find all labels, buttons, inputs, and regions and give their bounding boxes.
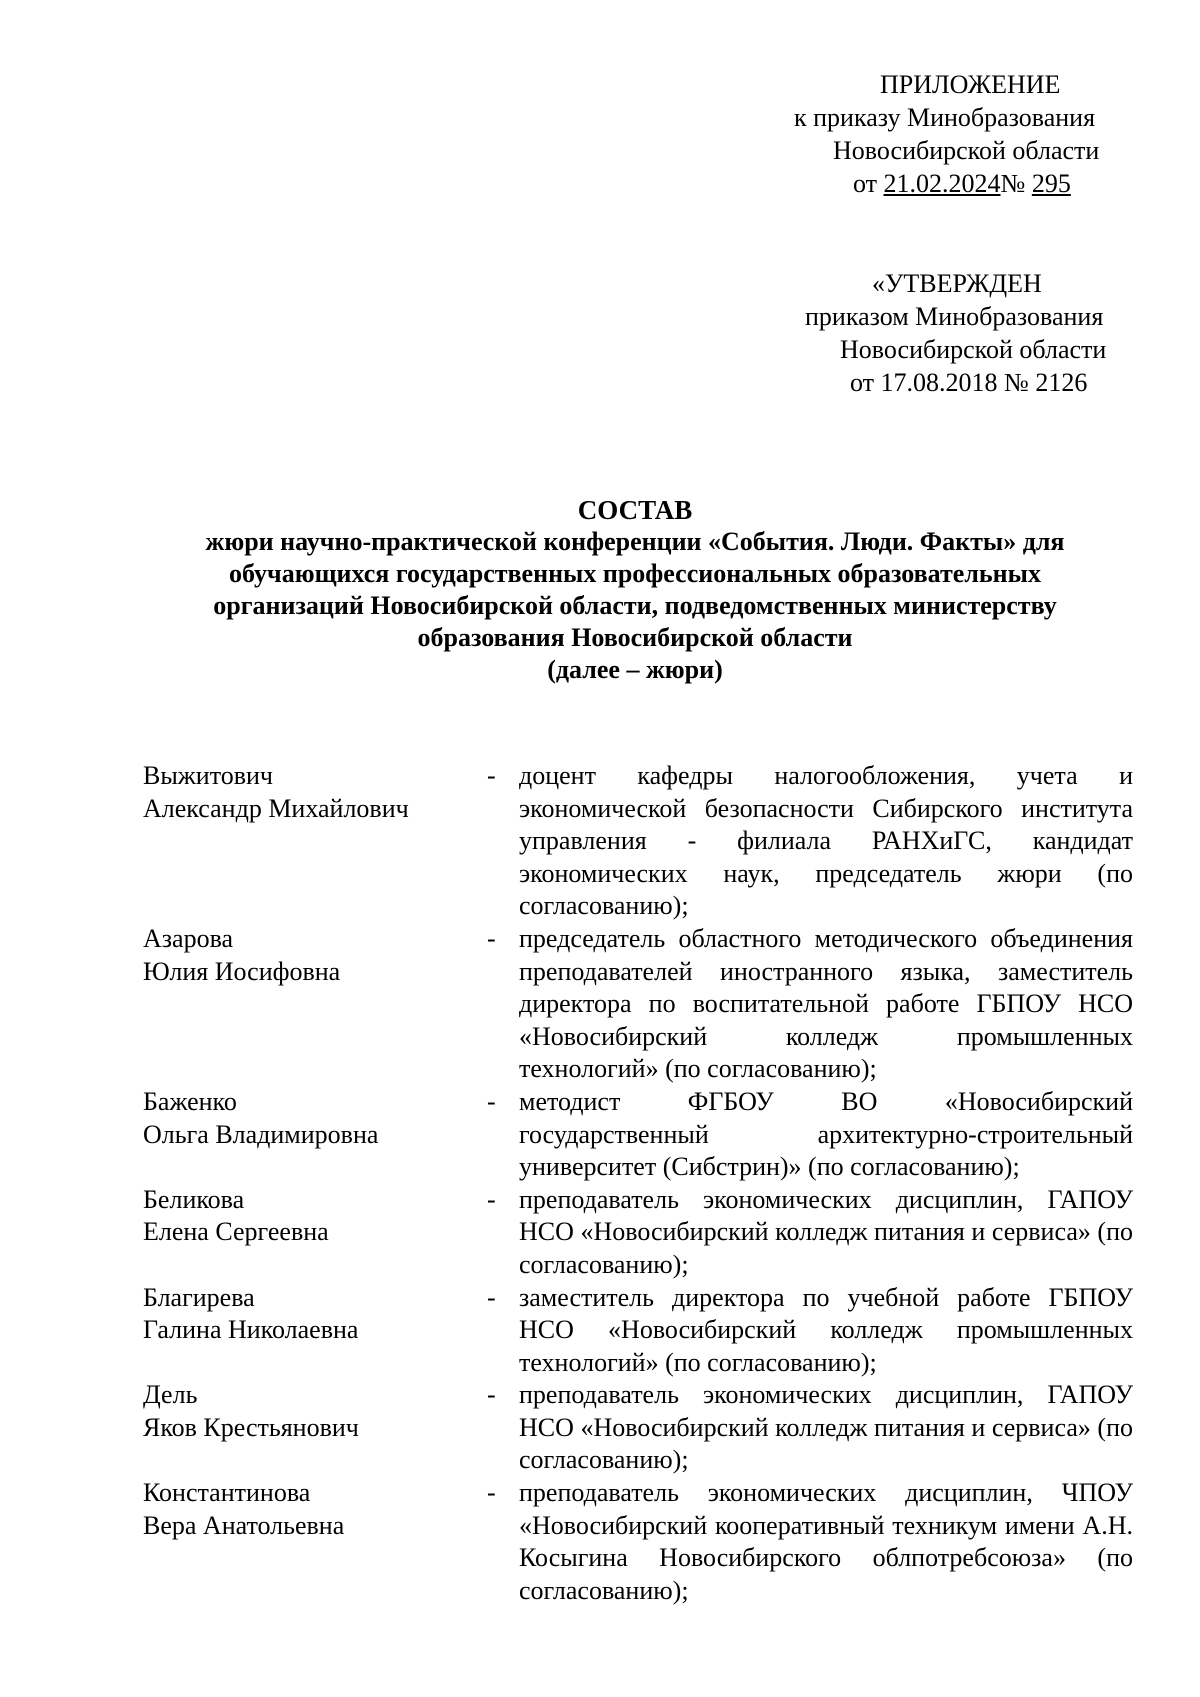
jury-member — [143, 923, 1133, 1086]
member-description: преподаватель экономических дисциплин, ГАПОУ НСО «Новосибирский колледж питания и сервиса» (по согласованию); — [519, 1184, 1133, 1279]
member-dash: - — [487, 1380, 496, 1410]
appendix-date-line — [600, 167, 1140, 200]
member-surname: Азарова — [143, 923, 234, 953]
approved-order-ref: приказом Минобразования — [805, 302, 1104, 331]
heading-line-5: (далее – жюри) — [547, 655, 723, 684]
jury-members-list — [143, 760, 1133, 1607]
heading-line-2: обучающихся государственных профессиональных образовательных — [229, 559, 1041, 588]
member-dash: - — [487, 1086, 496, 1116]
heading-line-4: образования Новосибирской области — [417, 623, 853, 652]
member-surname: Выжитович — [143, 761, 273, 790]
appendix-title: ПРИЛОЖЕНИЕ — [880, 70, 1061, 99]
jury-member — [143, 1086, 1133, 1184]
member-surname: Беликова — [143, 1184, 245, 1214]
member-given-names: Вера Анатольевна — [143, 1510, 345, 1540]
member-given-names: Яков Крестьянович — [143, 1412, 359, 1442]
member-dash: - — [487, 1478, 496, 1508]
member-description: преподаватель экономических дисциплин, ГАПОУ НСО «Новосибирский колледж питания и сервиса» (по согласованию); — [519, 1380, 1133, 1475]
approved-title: «УТВЕРЖДЕН — [872, 269, 1042, 298]
member-dash: - — [487, 1184, 496, 1214]
member-name — [143, 1184, 483, 1282]
member-dash: - — [487, 1282, 496, 1312]
appendix-date: 21.02.2024 — [883, 169, 1001, 198]
appendix-date-prefix: от — [853, 169, 884, 198]
appendix-number-sign: № — [1000, 169, 1032, 198]
jury-member — [143, 1477, 1133, 1607]
member-description: заместитель директора по учебной работе ГБПОУ НСО «Новосибирский колледж промышленных технологий» (по согласованию); — [519, 1282, 1133, 1377]
member-given-names: Юлия Иосифовна — [143, 956, 341, 986]
member-given-names: Ольга Владимировна — [143, 1119, 379, 1149]
jury-member — [143, 1379, 1133, 1477]
heading-line-1: жюри научно-практической конференции «События. Люди. Факты» для — [205, 527, 1065, 556]
member-description: председатель областного методического объединения преподавателей иностранного языка, заместитель директора по воспитательной работе ГБПОУ НСО «Новосибирский колледж промышленных технологий» (по согласованию); — [519, 923, 1133, 1084]
member-name — [143, 760, 483, 923]
jury-member — [143, 760, 1133, 923]
member-surname: Дель — [143, 1380, 198, 1410]
member-description: методист ФГБОУ ВО «Новосибирский государственный архитектурно-строительный университет (Сибстрин)» (по согласованию); — [519, 1086, 1133, 1182]
member-name — [143, 1282, 483, 1380]
approved-region: Новосибирской области — [840, 335, 1107, 364]
jury-member — [143, 1184, 1133, 1282]
member-surname: Константинова — [143, 1478, 311, 1508]
member-given-names: Елена Сергеевна — [143, 1217, 329, 1247]
member-surname: Благирева — [143, 1282, 255, 1312]
member-dash: - — [487, 761, 496, 790]
document-heading — [140, 494, 1130, 686]
approved-date-line: от 17.08.2018 № 2126 — [850, 368, 1088, 397]
approved-header — [600, 267, 1140, 399]
appendix-header — [600, 68, 1140, 200]
member-name — [143, 1379, 483, 1477]
member-name — [143, 1477, 483, 1607]
heading-line-3: организаций Новосибирской области, подведомственных министерству — [213, 591, 1057, 620]
member-description: преподаватель экономических дисциплин, ЧПОУ «Новосибирский кооперативный техникум имени А.Н. Косыгина Новосибирского облпотребсоюза» (по согласованию); — [519, 1478, 1133, 1605]
member-surname: Баженко — [143, 1086, 237, 1116]
member-name — [143, 923, 483, 1086]
member-given-names: Галина Николаевна — [143, 1315, 359, 1345]
heading-title: СОСТАВ — [577, 495, 693, 525]
member-dash: - — [487, 923, 496, 953]
appendix-order-ref: к приказу Минобразования — [794, 103, 1096, 132]
appendix-region: Новосибирской области — [833, 136, 1100, 165]
member-description: доцент кафедры налогообложения, учета и экономической безопасности Сибирского института управления - филиала РАНХиГС, кандидат экономических наук, председатель жюри (по согласованию); — [519, 761, 1133, 921]
member-name — [143, 1086, 483, 1184]
appendix-number: 295 — [1031, 169, 1071, 198]
jury-member — [143, 1282, 1133, 1380]
member-given-names: Александр Михайлович — [143, 793, 409, 823]
